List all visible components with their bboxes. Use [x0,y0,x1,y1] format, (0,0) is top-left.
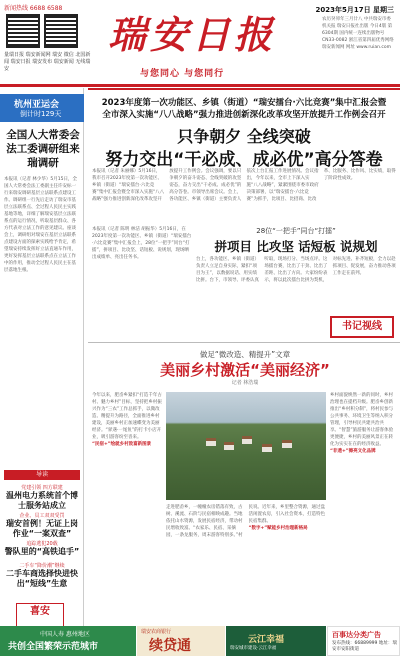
banner-title: 杭州亚运会 [14,100,60,110]
guide-title[interactable]: 警队里的“高铁追手” [4,547,80,556]
ad-subtitle: 瑞安农商银行 [141,629,172,635]
asian-games-countdown-banner [0,94,84,122]
ad-banner[interactable] [226,626,326,656]
second-article-body: 台上，各功能区、乡镇（街道）负责人立足自身实际，紧扣“项目为王”，以数据说话、用实绩比拼。台下，市领导、评委认真听取，现场打分、当场点评。这场擂台赛，比出了干劲、比出了差距、比出了方向。大家纷纷表示，将以此次擂台比拼为契机，对标先进、补齐短板，全力以赴抓项目、促发展，奋力推动各项工作走在前列。 [196,257,396,283]
ad-banner[interactable] [137,626,225,656]
issue-date: 2023年5月17日 星期三 [315,6,394,14]
feature-text: 乡村面貌焕然一新的同时，乡村治理也在提档升级。肥岙乡创新推出“乡村积分制”，将村民参与公共事务、环境卫生等纳入积分管理，引导村民共建共治共享。“智慧”旅游服务让游客体验更便捷，乡村的美丽风景正在转化为实实在在的经济收益。 [330,393,394,447]
guide-item[interactable] [4,562,80,589]
second-headline[interactable]: 拼项目 比攻坚 话短板 说规划 [214,239,378,254]
ad-title: 百事达分类广告 [332,631,381,639]
ad-subtitle: 瑞安城市建设·云江幸福 [230,646,277,651]
section-divider [88,342,400,343]
advertisement-strip [0,626,400,656]
house-shape [282,440,292,448]
slogan: 与您同心 与您同行 [140,69,225,79]
feature-text: 今年以来，肥岙乡紧扣“打造千年古村、魅力乡村”目标，坚持把乡村振兴作为“三农”工作总抓手，以微改造、精提升为路径，全面推进乡村建设，美丽乡村正加速蝶变为美丽经济。“驿遇·一尾鱼”的打卡小店开业，吸引游客纷至沓来。 [92,393,162,440]
feature-kicker: 做足“微改造、精提升”文章 [199,350,291,359]
guide-title[interactable]: 瑞安首例！无证上岗作业“一案双查” [6,519,78,538]
lead-headline-2[interactable]: 努力交出“干必成、成必优”高分答卷 [105,150,383,170]
publication-info: 农历癸卯年三月廿八 中共瑞安市委机关报 瑞安日报社出版 今日4版 第6304期 国内统一连续出版物号 CN33-0082 浙江省第四届优秀网络 瑞安新闻网 网址 www.ruian.com [322,17,394,50]
guide-title[interactable]: 二手车商选择快进快出“短线”生意 [6,569,78,588]
lead-article-body: 本报讯（记者 朱丽娜）5月16日，我市召开2023年度第一次功能区、乡镇（街道）“瑞安擂台·六比竞赛”集中汇报会暨全市深入实施“八八战略”强力推进创新深化改革攻坚开放提升工作例会。会议强调，要以只争朝夕的奋斗姿态、全线突破的攻坚姿态，奋力交出“干必成、成必优”的高分答卷。市领导出席会议。会上，各功能区、乡镇（街道）主要负责人依次上台汇报工作进展情况。会议指出，今年以来，全市上下深入实施“八八战略”，紧紧围绕市委市政府决策部署，以“瑞安擂台·六比竞赛”为抓手，比项目、比招商、比改革、比服务、比作风、比实绩，取得了阶段性成效。 [92,169,396,202]
guide-item[interactable] [4,540,80,557]
seal-stamp: 喜安 [16,603,64,637]
lead-headline[interactable]: 只争朝夕 全线突破 [177,127,311,146]
guide-item[interactable] [4,512,80,539]
news-hotline: 新闻热线 6688 6588 [4,5,63,12]
qr-code-icon [6,14,40,48]
house-shape [224,442,234,450]
ad-banner[interactable] [0,626,136,656]
feature-byline: 记者 林浩瑞 [231,380,259,386]
second-article-intro: 本报讯（记者 陈明 林洁 胡振华）5月16日，在2023年度第一次功能区、乡镇（街道）“瑞安擂台·六比竞赛”集中汇报会上，28位“一把手”同台“打擂”，拼项目、比攻坚、话短板、说规划，现场晒出成绩单、亮出任务书。 [92,227,192,260]
ad-subtitle: 发布热线：66889999 地址：瑞安市安阳街道 [332,641,397,652]
house-shape [262,444,272,452]
ad-title: 云江幸福 [248,635,285,645]
feature-text: 走进肥岙乡，一幢幢农房错落有致，古树、溪流、石阶与民宿相映成趣。当地依托山水资源，发展民宿经济，带动村民增收致富。“农家乐、民宿、采摘园，一条龙服务，周末游客特别多。”村民说。近年来，乡里整合资源，通过盘活闲置农房，引入社会资本，打造特色民宿集群。 [166,505,325,538]
lead-kicker: 2023年度第一次功能区、乡镇（街道）“瑞安擂台·六比竞赛”集中汇报会暨 [101,98,387,108]
countdown-text: 倒计时129天 [20,110,62,118]
qr-code-icon [44,14,78,48]
guide-label: 导读 [4,470,80,480]
guide-title[interactable]: 温州电力系统首个博士服务站成立 [6,491,78,510]
feature-body-middle [166,504,326,620]
newspaper-logo: 瑞安日报 [108,12,277,57]
lead-kicker-2: 全市深入实施“八八战略”强力推进创新深化改革攻坚开放提升工作例会召开 [102,110,386,120]
column-tag: 书记视线 [330,316,394,338]
house-shape [242,436,252,444]
sidebar-article-body: 本报讯（记者 林少华）5月15日，全国人大常委会法工委副主任许安标一行来瑞安调研基层立法联系点建设工作。调研组一行先后走访了瑞安市基层立法联系点、全过程人民民主实践基地等地，详细了解瑞安基层立法联系点的运行情况，听取基层群众、各方代表对立法工作的意见建议。座谈会上，调研组对瑞安在基层立法联系点建设方面的探索实践给予肯定，希望瑞安持续发挥好立法直通车作用，更好发挥基层立法联系点在立法工作中的作用，推动全过程人民民主在基层落地生根。 [4,177,78,273]
second-kicker: 28位“一把手”同台“打擂” [256,227,336,235]
ad-title: 共创全国繁荣示范城市 [8,642,99,652]
sidebar-headline[interactable]: 全国人大常委会法工委调研组来瑞调研 [6,129,80,169]
feature-body-left [92,392,162,552]
masthead-divider [0,84,400,87]
section-rule [88,88,400,90]
guide-tag: 企业、员工双双受罚 [19,513,65,519]
guide-tag: 追踪逃犯20载 [26,541,58,547]
guide-tag: 二手车“降价潮”继续 [19,563,65,569]
feature-headline[interactable]: 美丽乡村激活“美丽经济” [160,361,330,379]
ad-title: 续贷通 [149,638,191,654]
qr-caption: 量瑞日报 瑞安新闻网 瑞安 微信 北国新闻 瑞安日报 瑞安发布 瑞安新闻 无线瑞安 [4,52,91,72]
feature-subtitle: “非遗+”擦亮文化品牌 [330,449,376,454]
ad-banner[interactable] [327,626,400,656]
masthead [0,0,400,88]
guide-tag: 党建引领 四方联建 [21,485,63,491]
feature-subtitle: “民宿+”绘就乡村致富新图景 [92,442,152,447]
village-photo [166,392,326,500]
house-shape [206,438,216,446]
left-sidebar [0,88,84,626]
guide-item[interactable] [4,484,80,511]
feature-subtitle: “数字+”赋能乡村治理新格局 [248,526,308,531]
feature-body-right [330,392,396,620]
ad-subtitle: 中国人寿 惠州地区 [40,631,90,638]
